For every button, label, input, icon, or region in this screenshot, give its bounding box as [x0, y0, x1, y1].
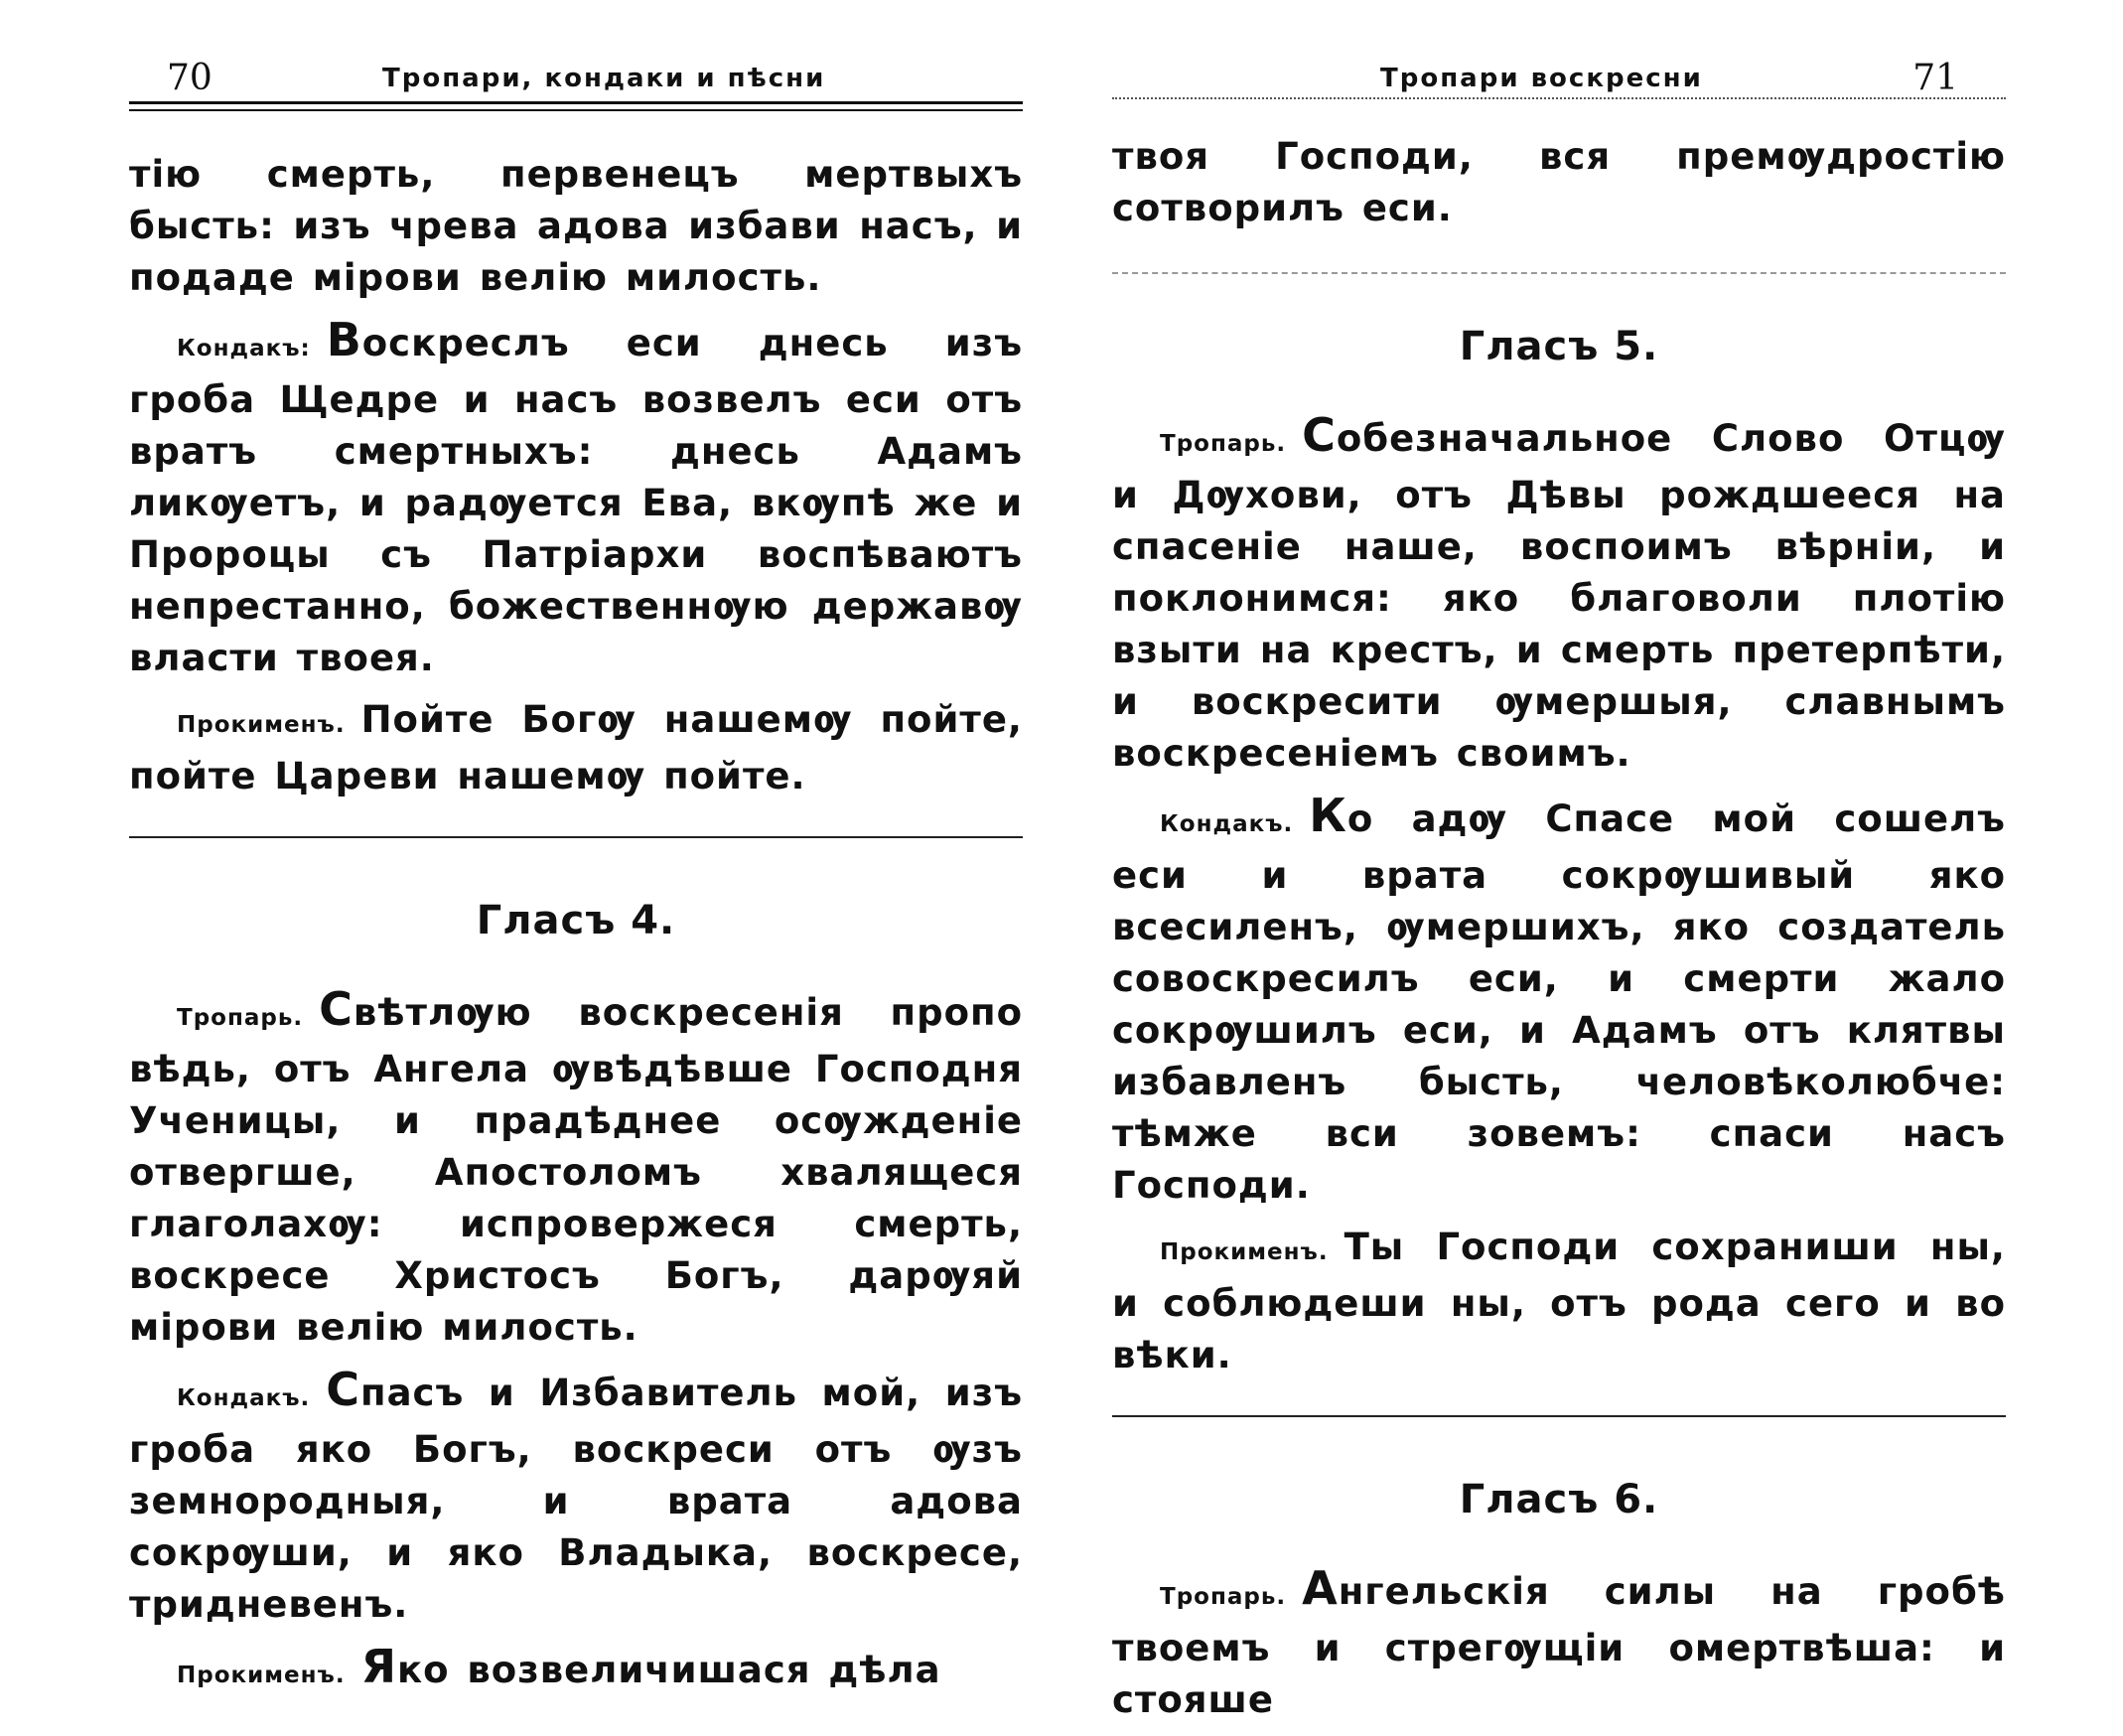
glas-4-heading: Гласъ 4.	[476, 898, 676, 943]
glas5-troparion-paragraph	[1112, 409, 2006, 780]
right-page-body	[1112, 131, 2006, 1736]
prokimen-text: ко возвеличишася дѣла	[396, 1649, 941, 1691]
continuation-paragraph: твоя Господи, вся премѹдростію сотворилъ еси.	[1112, 135, 2006, 229]
prokimen-label: Прокименъ.	[1160, 1239, 1329, 1265]
page-number: 70	[167, 58, 212, 98]
prokimen-text: Ты Господи сохраниши ны, и соблюдеши ны, отъ рода сего и во вѣки.	[1112, 1226, 2006, 1376]
troparion-label: Тропарь.	[177, 1005, 304, 1031]
kondak-text: о адѹ Спасе мой сошелъ еси и врата сокрѹшивый яко всесиленъ, ѹмершихъ, яко создатель совоскресилъ еси, и смерти жало сокрѹшилъ еси, и Адамъ отъ клятвы избавленъ бысть, человѣколюбче: тѣмже вси зовемъ: спаси насъ Господи.	[1112, 797, 2006, 1207]
drop-letter: С	[1302, 408, 1337, 462]
kondak-paragraph	[129, 314, 1023, 684]
running-title: Тропари, кондаки и пѣсни	[382, 64, 826, 93]
kondak-text: пасъ и Избавитель мой, изъ гроба яко Богъ, воскреси отъ ѹзъ земнородныя, и врата адова сокрѹши, и яко Владыка, воскресе, тридневенъ.	[129, 1372, 1023, 1626]
continuation-paragraph: тію смерть, первенецъ мертвыхъ бысть: изъ чрева адова избави насъ, и подаде мірови велію милость.	[129, 153, 1023, 299]
header-rule	[1112, 97, 2006, 101]
drop-letter: С	[326, 1363, 360, 1416]
running-title: Тропари воскресни	[1380, 64, 1703, 93]
kondak-label: Кондакъ:	[177, 336, 311, 362]
drop-letter: С	[319, 982, 354, 1036]
prokimen-label: Прокименъ.	[177, 712, 346, 738]
troparion-label: Тропарь.	[1160, 431, 1287, 457]
glas-5-heading: Гласъ 5.	[1459, 324, 1659, 369]
drop-letter: К	[1309, 789, 1347, 842]
left-page	[129, 0, 1023, 1693]
right-running-head	[1112, 58, 2006, 98]
right-page	[1112, 0, 2006, 1721]
glas4-troparion-paragraph	[129, 983, 1023, 1354]
prokimen-paragraph	[129, 694, 1023, 802]
troparion-label: Тропарь.	[1160, 1584, 1287, 1610]
glas4-kondak-paragraph	[129, 1364, 1023, 1631]
prokimen-text: Пойте Богѹ нашемѹ пойте, пойте Цареви нашемѹ пойте.	[129, 698, 1023, 797]
header-rule	[129, 101, 1023, 111]
glas4-prokimen-paragraph	[129, 1641, 1023, 1701]
page-number: 71	[1912, 58, 1958, 98]
kondak-label: Кондакъ.	[177, 1385, 311, 1411]
section-divider	[1112, 1415, 2006, 1417]
kondak-label: Кондакъ.	[1160, 811, 1294, 837]
left-running-head	[129, 58, 1023, 98]
troparion-text: нгельскія силы на гробѣ твоемъ и стрегѹщіи омертвѣша: и стояше	[1112, 1570, 2006, 1721]
troparion-text: обезначальное Слово Отцѹ и Дѹхови, отъ Дѣвы рождшееся на спасеніе наше, воспоимъ вѣрніи, и поклонимся: яко благоволи плотію взыти на крестъ, и смерть претерпѣти, и воскресити ѹмершыя, славнымъ воскресеніемъ своимъ.	[1112, 417, 2006, 775]
glas6-troparion-paragraph	[1112, 1562, 2006, 1726]
glas-6-heading: Гласъ 6.	[1459, 1477, 1659, 1522]
drop-letter: А	[1302, 1561, 1339, 1615]
left-page-body	[129, 149, 1023, 1711]
kondak-text: оскреслъ еси днесь изъ гроба Щедре и насъ возвелъ еси отъ вратъ смертныхъ: днесь Адамъ ликѹетъ, и радѹется Ева, вкѹпѣ же и Пророцы съ Патріархи воспѣваютъ непрестанно, божественнѹю державѹ власти твоея.	[129, 322, 1023, 679]
drop-letter: Я	[360, 1640, 397, 1693]
drop-letter: В	[326, 313, 362, 366]
prokimen-label: Прокименъ.	[177, 1663, 346, 1688]
section-divider	[1112, 272, 2006, 274]
section-divider	[129, 836, 1023, 838]
troparion-text: вѣтлѹю воскресенія пропо вѣдь, отъ Ангела ѹвѣдѣвше Господня Ученицы, и прадѣднее осѹжденіе отвергше, Апостоломъ хвалящеся глаголахѹ: испровержеся смерть, воскресе Христосъ Богъ, дарѹяй мірови велію милость.	[129, 991, 1023, 1349]
glas5-prokimen-paragraph	[1112, 1222, 2006, 1381]
glas5-kondak-paragraph	[1112, 790, 2006, 1212]
